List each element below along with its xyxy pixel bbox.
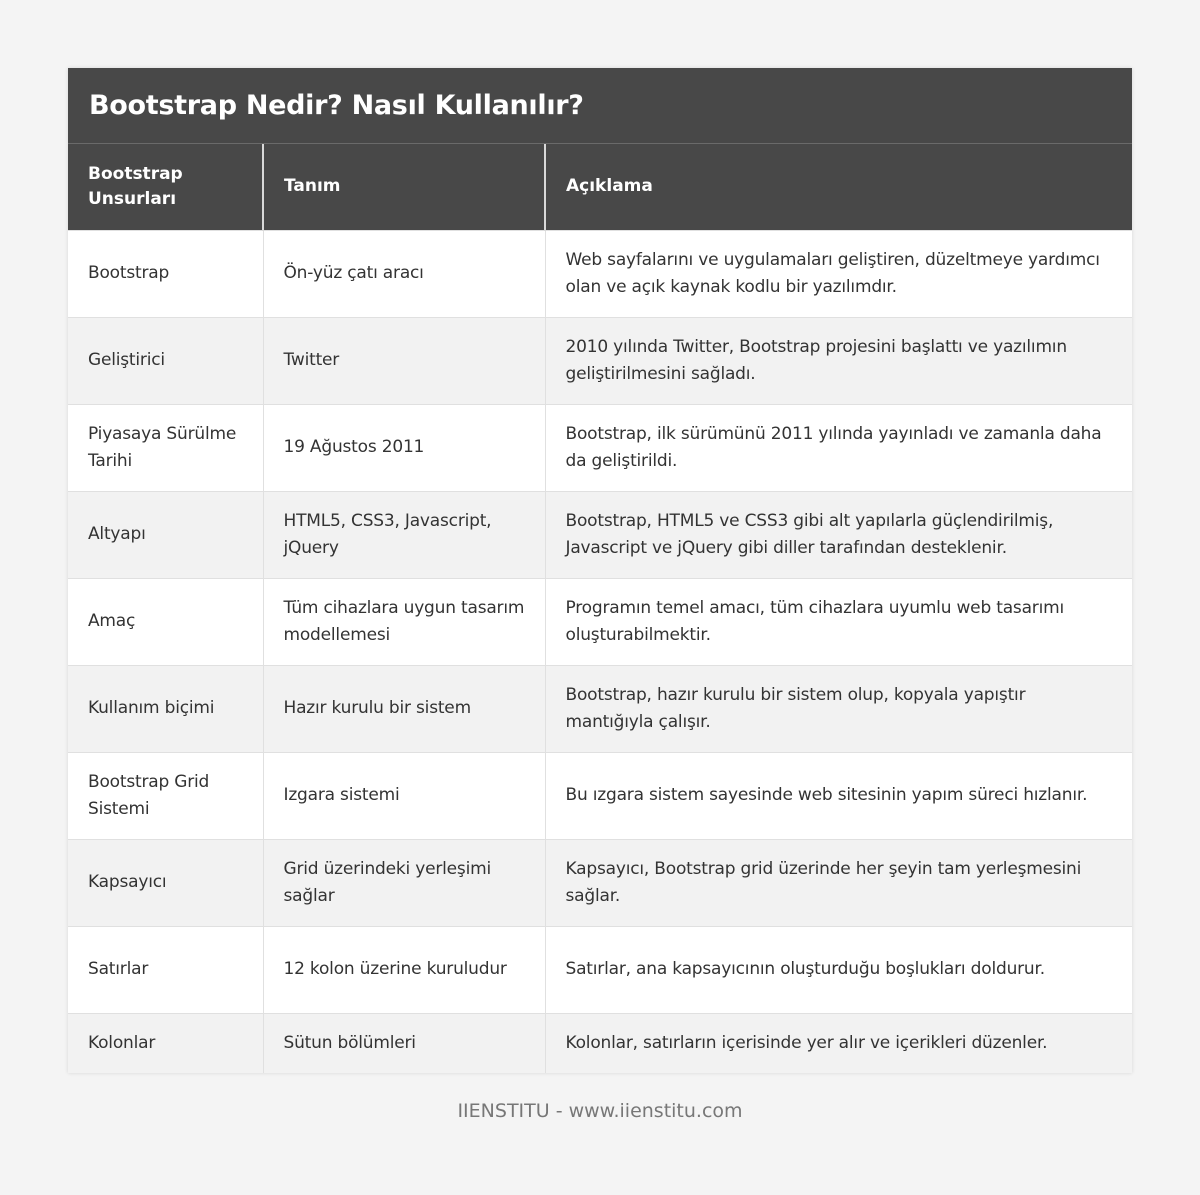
cell-definition: Izgara sistemi xyxy=(263,752,545,839)
column-header-unsurlar: Bootstrap Unsurları xyxy=(68,144,263,230)
table-row xyxy=(68,491,1132,578)
cell-description: Kolonlar, satırların içerisinde yer alır ve içerikleri düzenler. xyxy=(545,1013,1132,1073)
header-row xyxy=(68,144,1132,230)
table-row xyxy=(68,1013,1132,1073)
table-row xyxy=(68,926,1132,1013)
column-header-tanim: Tanım xyxy=(263,144,545,230)
table-row xyxy=(68,317,1132,404)
cell-definition: 12 kolon üzerine kuruludur xyxy=(263,926,545,1013)
cell-description: Programın temel amacı, tüm cihazlara uyumlu web tasarımı oluşturabilmektir. xyxy=(545,578,1132,665)
cell-definition: Grid üzerindeki yerleşimi sağlar xyxy=(263,839,545,926)
cell-element: Geliştirici xyxy=(68,317,263,404)
cell-definition: Tüm cihazlara uygun tasarım modellemesi xyxy=(263,578,545,665)
cell-element: Bootstrap xyxy=(68,230,263,317)
table-row xyxy=(68,665,1132,752)
cell-definition: Hazır kurulu bir sistem xyxy=(263,665,545,752)
table-card xyxy=(68,68,1132,1073)
cell-element: Piyasaya Sürülme Tarihi xyxy=(68,404,263,491)
cell-definition: Twitter xyxy=(263,317,545,404)
cell-element: Amaç xyxy=(68,578,263,665)
table-row xyxy=(68,839,1132,926)
cell-description: Kapsayıcı, Bootstrap grid üzerinde her şeyin tam yerleşmesini sağlar. xyxy=(545,839,1132,926)
cell-definition: Sütun bölümleri xyxy=(263,1013,545,1073)
cell-element: Bootstrap Grid Sistemi xyxy=(68,752,263,839)
table-row xyxy=(68,404,1132,491)
cell-element: Altyapı xyxy=(68,491,263,578)
cell-definition: Ön-yüz çatı aracı xyxy=(263,230,545,317)
cell-element: Satırlar xyxy=(68,926,263,1013)
cell-definition: HTML5, CSS3, Javascript, jQuery xyxy=(263,491,545,578)
cell-description: Bootstrap, HTML5 ve CSS3 gibi alt yapılarla güçlendirilmiş, Javascript ve jQuery gibi diller tarafından desteklenir. xyxy=(545,491,1132,578)
cell-definition: 19 Ağustos 2011 xyxy=(263,404,545,491)
cell-description: 2010 yılında Twitter, Bootstrap projesini başlattı ve yazılımın geliştirilmesini sağladı. xyxy=(545,317,1132,404)
table-row xyxy=(68,578,1132,665)
cell-element: Kullanım biçimi xyxy=(68,665,263,752)
cell-description: Satırlar, ana kapsayıcının oluşturduğu boşlukları doldurur. xyxy=(545,926,1132,1013)
data-table xyxy=(68,144,1132,1073)
cell-element: Kolonlar xyxy=(68,1013,263,1073)
column-header-aciklama: Açıklama xyxy=(545,144,1132,230)
cell-description: Web sayfalarını ve uygulamaları geliştiren, düzeltmeye yardımcı olan ve açık kaynak kodlu bir yazılımdır. xyxy=(545,230,1132,317)
table-title: Bootstrap Nedir? Nasıl Kullanılır? xyxy=(68,68,1132,144)
cell-description: Bootstrap, ilk sürümünü 2011 yılında yayınladı ve zamanla daha da geliştirildi. xyxy=(545,404,1132,491)
table-row xyxy=(68,230,1132,317)
table-row xyxy=(68,752,1132,839)
footer-credit: IIENSTITU - www.iienstitu.com xyxy=(457,1100,743,1122)
cell-description: Bootstrap, hazır kurulu bir sistem olup, kopyala yapıştır mantığıyla çalışır. xyxy=(545,665,1132,752)
cell-description: Bu ızgara sistem sayesinde web sitesinin yapım süreci hızlanır. xyxy=(545,752,1132,839)
cell-element: Kapsayıcı xyxy=(68,839,263,926)
